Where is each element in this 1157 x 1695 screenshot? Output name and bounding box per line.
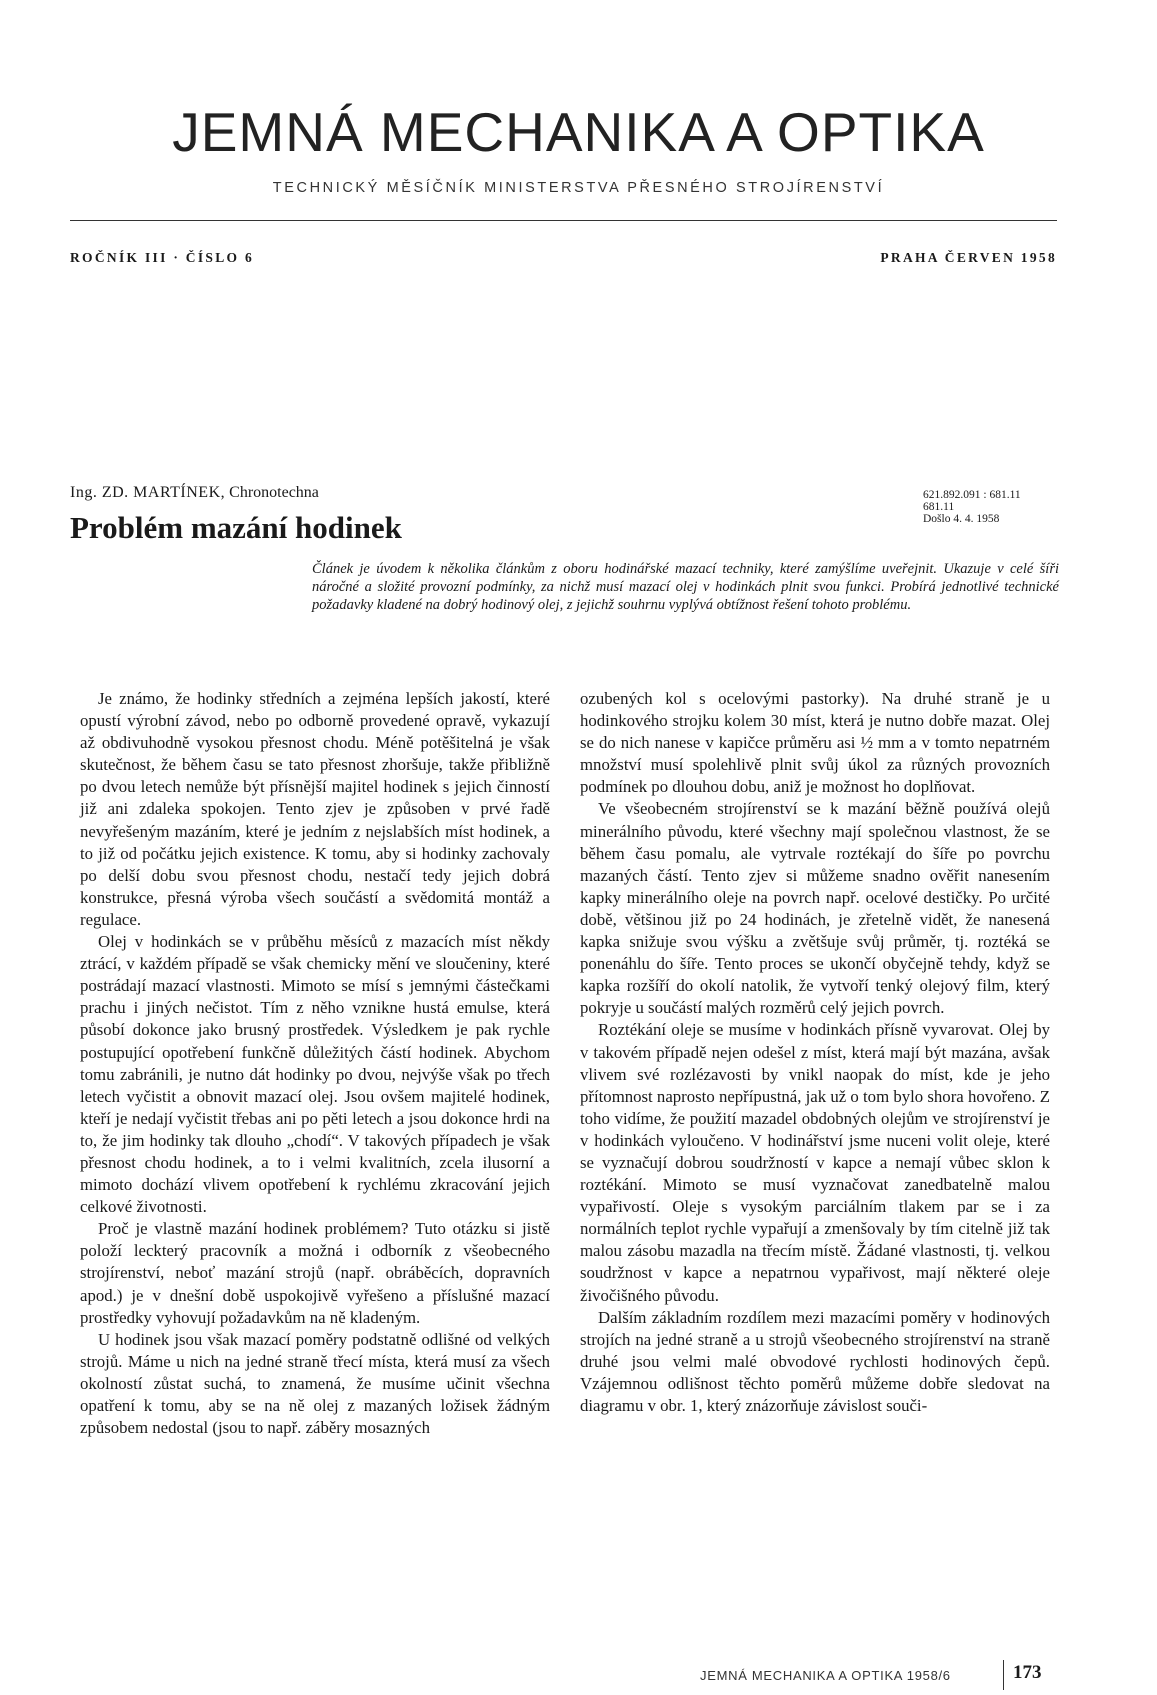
article-abstract: Článek je úvodem k několika článkům z oboru hodinářské mazací techniky, které zamýšlíme uveřejnit. Ukazuje v celé šíři náročné a složité provozní podmínky, za nichž musí mazací olej v hodinkách plnit svou funkci. Probírá jednotlivé technické požadavky kladené na dobrý hodinový olej, z jejichž souhrnu vyplývá obtížnost řešení tohoto problému. bbox=[312, 561, 1059, 613]
body-column-right bbox=[580, 688, 1050, 1417]
body-column-left bbox=[80, 688, 550, 1439]
author-affiliation: Chronotechna bbox=[229, 484, 319, 501]
article-title: Problém mazání hodinek bbox=[70, 510, 402, 545]
paragraph: Olej v hodinkách se v průběhu měsíců z mazacích míst někdy ztrácí, v každém případě se však chemicky mění ve sloučeniny, které postrádají mazací vlastnosti. Mimoto se mísí s jemnými částečkami prachu i jiných nečistot. Tím z něho vznikne hustá emulse, která působí dokonce jako brusný prostředek. Výsledkem je pak rychle postupující opotřebení funkčně důležitých částí hodinek. Abychom tomu zabránili, je nutno dát hodinky po dvou, nejvýše však po třech letech vyčistit a obnovit mazací olej. Jsou ovšem majitelé hodinek, kteří je nedají vyčistit třebas ani po pěti letech a jsou dokonce hrdi na to, že jim hodinky tak dlouho „chodí“. V takových případech je však přesnost chodu hodinek, a to i velmi kvalitních, zcela ilusorní a mimoto dochází vlivem opotřebení k rychlému zkracování jejich celkové životnosti. bbox=[80, 932, 550, 1217]
footer-separator bbox=[1003, 1660, 1004, 1690]
udc-code: 621.892.091 : 681.11 bbox=[923, 489, 1021, 501]
author-name: Ing. ZD. MARTÍNEK, bbox=[70, 484, 226, 501]
paragraph: Proč je vlastně mazání hodinek problémem? Tuto otázku si jistě položí leckterý pracovník a možná i odborník z všeobecného strojírenství, neboť mazání strojů (např. obráběcích, dopravních apod.) je v dnešní době uspokojivě vyřešeno a příslušné mazací prostředky vyhovují požadavkům na ně kladeným. bbox=[80, 1219, 550, 1327]
paragraph: Roztékání oleje se musíme v hodinkách přísně vyvarovat. Olej by v takovém případě nejen odešel z míst, která mají být mazána, avšak vlivem své rozlézavosti by vnikl naopak do míst, kde je jeho přítomnost naprosto nepřípustná, jak už o tom bylo shora hovořeno. Z toho vidíme, že použití mazadel obdobných olejům ve strojírenství je v hodinkách vyloučeno. V hodinářství jsme nuceni volit oleje, které se vyznačují dobrou soudržností v kapce a nemají vůbec sklon k roztékání. Mimoto se musí vyznačovat zanedbatelně malou vypařivostí. Oleje s vysokým parciálním tlakem par se i za normálních teplot rychle vypařují a zmenšovaly by tím citelně již tak malou zásobu mazadla na třecím místě. Žádané vlastnosti, tj. velkou soudržnost v kapce a nepatrnou vypařivost, mají některé oleje živočišného původu. bbox=[580, 1020, 1050, 1305]
issue-volume: ROČNÍK III · ČÍSLO 6 bbox=[70, 250, 255, 265]
paragraph: Dalším základním rozdílem mezi mazacími poměry v hodinových strojích na jedné straně a u strojů všeobecného strojírenství na straně druhé jsou velmi malé obvodové rychlosti hodinových čepů. Vzájemnou odlišnost těchto poměrů můžeme dobře sledovat na diagramu v obr. 1, který znázorňuje závislost souči- bbox=[580, 1307, 1050, 1415]
header-rule bbox=[70, 220, 1057, 221]
udc-block bbox=[923, 489, 1021, 525]
journal-title: JEMNÁ MECHANIKA A OPTIKA bbox=[172, 101, 985, 163]
paragraph: ozubených kol s ocelovými pastorky). Na druhé straně je u hodinkového strojku kolem 30 míst, která je nutno dobře mazat. Olej se do nich nanese v kapičce průměru asi ½ mm a v tomto nepatrném množství musí spolehlivě plnit svůj úkol za různých provozních podmínek po dlouhou dobu, aniž je možnost ho doplňovat. bbox=[580, 689, 1050, 797]
udc-code-secondary: 681.11 bbox=[923, 501, 955, 513]
received-date: Došlo 4. 4. 1958 bbox=[923, 513, 1000, 525]
paragraph: Je známo, že hodinky středních a zejména lepších jakostí, které opustí výrobní závod, nebo po odborně provedené opravě, vykazují až obdivuhodně vysokou přesnost chodu. Méně potěšitelná je však skutečnost, že během času se tato přesnost zhoršuje, takže přibližně po dvou letech nemůže být přísnější majitel hodinek s jejich činností již ani zdaleka spokojen. Tento zjev je způsoben v prvé řadě nevyřešeným mazáním, které je jedním z nejslabších míst hodinek, a to již od počátku jejich existence. K tomu, aby si hodinky zachovaly po delší dobu svou přesnost chodu, nestačí tedy jejich dobrá konstrukce, přesná výroba všech součástí a svědomitá montáž a regulace. bbox=[80, 689, 550, 929]
footer-journal: JEMNÁ MECHANIKA A OPTIKA 1958/6 bbox=[700, 1668, 951, 1683]
article-author bbox=[70, 484, 319, 502]
page-number: 173 bbox=[1013, 1662, 1042, 1683]
journal-subtitle: TECHNICKÝ MĚSÍČNÍK MINISTERSTVA PŘESNÉHO STROJÍRENSTVÍ bbox=[272, 180, 885, 196]
paragraph: Ve všeobecném strojírenství se k mazání běžně používá olejů minerálního původu, které všechny mají společnou vlastnost, že se během času pomalu, ale vytrvale roztékají do šíře po povrchu mazaných částí. Tento zjev si můžeme snadno ověřit nanesením kapky minerálního oleje na povrch např. ocelové destičky. Po určité době, většinou již po 24 hodinách, je zřetelně vidět, že nanesená kapka snižuje svou výšku a zvětšuje svůj průměr, tj. roztéká se ponenáhlu do šíře. Tento proces se ukončí obyčejně tehdy, když se kapka rozšíří do okolí natolik, že vytvoří tenký olejový film, který pokryje u součástí malých rozměrů celý jejich povrch. bbox=[580, 799, 1050, 1018]
issue-place-date: PRAHA ČERVEN 1958 bbox=[880, 250, 1057, 265]
paragraph: U hodinek jsou však mazací poměry podstatně odlišné od velkých strojů. Máme u nich na jedné straně třecí místa, která musí za všech okolností zůstat suchá, to znamená, že musíme učinit všechna opatření k tomu, aby se na ně olej z mazaných ložisek žádným způsobem nedostal (jsou to např. záběry mosazných bbox=[80, 1329, 550, 1438]
